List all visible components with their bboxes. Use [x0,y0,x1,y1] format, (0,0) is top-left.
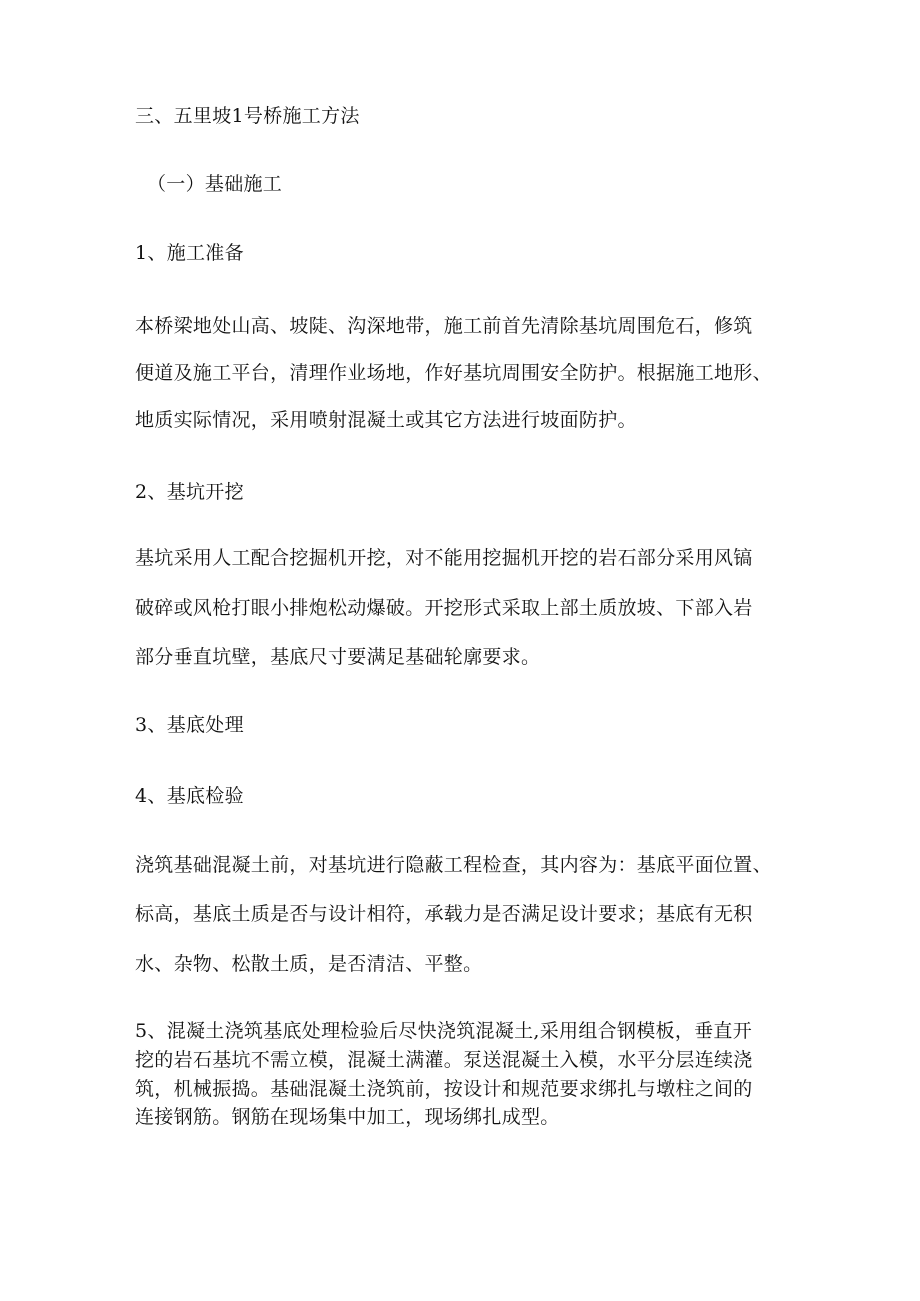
section-5-paragraph-line: 挖的岩石基坑不需立模，混凝土满灌。泵送混凝土入模，水平分层连续浇 [135,1049,753,1071]
main-heading: 三、五里坡1号桥施工方法 [135,105,360,127]
section-5-paragraph-line: 连接钢筋。钢筋在现场集中加工，现场绑扎成型。 [135,1106,560,1128]
section-2-paragraph-line: 基坑采用人工配合挖掘机开挖，对不能用挖掘机开挖的岩石部分采用风镐 [135,547,753,569]
section-1-paragraph-line: 便道及施工平台，清理作业场地，作好基坑周围安全防护。根据施工地形、 [135,362,772,384]
section-5-paragraph-line: 5、混凝土浇筑基底处理检验后尽快浇筑混凝土,采用组合钢模板，垂直开 [135,1020,753,1042]
section-1-paragraph-line: 地质实际情况，采用喷射混凝土或其它方法进行坡面防护。 [135,409,637,431]
section-2-paragraph-line: 部分垂直坑壁，基底尺寸要满足基础轮廓要求。 [135,646,541,668]
section-2-paragraph-line: 破碎或风枪打眼小排炮松动爆破。开挖形式采取上部土质放坡、下部入岩 [135,597,753,619]
section-4-paragraph-line: 水、杂物、松散土质，是否清洁、平整。 [135,953,483,975]
section-4-title: 4、基底检验 [135,785,244,807]
section-1-title: 1、施工准备 [135,242,244,264]
section-4-paragraph-line: 浇筑基础混凝土前，对基坑进行隐蔽工程检查，其内容为：基底平面位置、 [135,854,772,876]
section-3-title: 3、基底处理 [135,714,244,736]
section-1-paragraph-line: 本桥梁地处山高、坡陡、沟深地带，施工前首先清除基坑周围危石，修筑 [135,315,753,337]
section-5-paragraph-line: 筑，机械振捣。基础混凝土浇筑前，按设计和规范要求绑扎与墩柱之间的 [135,1078,753,1100]
sub-heading: （一）基础施工 [147,173,283,195]
section-4-paragraph-line: 标高，基底土质是否与设计相符，承载力是否满足设计要求；基底有无积 [135,903,753,925]
section-2-title: 2、基坑开挖 [135,481,244,503]
